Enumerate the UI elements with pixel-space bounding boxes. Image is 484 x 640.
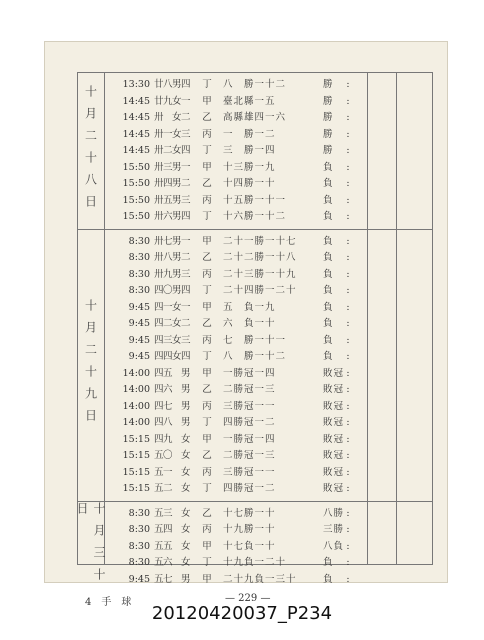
match-number: 四〇男四 [154,285,191,296]
court-label: 乙 [202,384,212,395]
score-separator: : [346,417,350,428]
match-time: 8:30 [128,235,150,247]
score-separator: : [346,384,350,395]
date-label: 十月二十九日 [83,299,98,431]
match-mark: 負 [323,161,334,173]
match-time: 15:50 [122,194,150,206]
match-number: 廿九女一 [154,95,191,107]
match-mark: 負 [323,318,334,329]
schedule-row [78,539,432,556]
score-separator: : [346,433,350,445]
match-time: 14:00 [122,384,150,395]
match-time: 15:50 [122,211,150,222]
match-time: 9:45 [128,301,150,313]
match-time: 13:30 [122,79,150,90]
match-mark: 敗冠 [323,450,345,461]
footer-page-number: — 229 — [225,593,271,604]
match-mark: 敗冠 [323,433,345,445]
match-number: 五〇 女 [154,450,191,461]
score-separator: : [346,318,350,329]
score-separator: : [346,524,350,535]
court-label: 丙 [202,524,212,535]
score-separator: : [346,79,350,90]
schedule-row [78,209,432,226]
match-result: 十七負一十 [223,540,276,552]
score-separator: : [346,145,350,156]
match-result: 五 負一九 [223,301,276,313]
court-label: 丁 [202,79,212,90]
score-separator: : [346,285,350,296]
match-result: 七 勝一十一 [223,334,287,346]
court-label: 乙 [202,450,212,461]
match-result: 一勝冠一四 [223,433,276,445]
match-result: 一勝冠一四 [223,367,276,379]
date-section [75,501,432,593]
date-section [78,73,432,230]
match-result: 六 負一十 [223,318,276,329]
match-mark: 敗冠 [323,367,345,379]
court-label: 丁 [202,351,212,362]
match-time: 9:45 [128,573,150,585]
match-number: 卅三男一 [154,161,191,173]
match-time: 15:50 [122,161,150,173]
match-mark: 勝 [323,128,334,140]
date-label: 十月三十日 [75,501,106,590]
schedule-row [78,448,432,465]
schedule-row [78,234,432,251]
schedule-row [78,94,432,111]
court-label: 丙 [202,334,212,346]
match-number: 四八 男 [154,417,191,428]
match-mark: 勝 [323,79,334,90]
schedule-row [78,127,432,144]
schedule-row [78,250,432,267]
score-separator: : [346,128,350,140]
match-result: 十六勝一十二 [223,211,287,222]
match-result: 十五勝一十一 [223,194,287,206]
match-time: 8:30 [128,285,150,296]
match-result: 三勝冠一一 [223,400,276,412]
match-number: 卅四男二 [154,178,191,189]
match-time: 14:45 [122,112,150,123]
court-label: 丙 [202,268,212,280]
match-number: 五三 女 [154,507,191,519]
court-label: 丙 [202,400,212,412]
match-result: 二十二勝一十八 [223,252,297,263]
schedule-row [78,193,432,210]
match-mark: 三勝 [323,524,345,535]
schedule-row [78,382,432,399]
match-result: 臺北縣一五 [223,95,276,107]
match-number: 五二 女 [154,483,191,494]
match-number: 四二女二 [154,318,191,329]
match-time: 15:15 [122,450,150,461]
match-mark: 勝 [323,112,334,123]
schedule-row [78,176,432,193]
match-mark: 負 [323,252,334,263]
schedule-row [78,572,432,589]
court-label: 乙 [202,112,212,123]
match-time: 15:15 [122,483,150,494]
schedule-row [78,522,432,539]
court-label: 乙 [202,318,212,329]
match-mark: 負 [323,557,334,568]
match-result: 高縣雄四一六 [223,112,287,123]
score-separator: : [346,557,350,568]
match-time: 15:15 [122,466,150,478]
score-separator: : [346,573,350,585]
match-time: 14:00 [122,417,150,428]
match-result: 十四勝一十 [223,178,276,189]
match-result: 十七勝一十 [223,507,276,519]
match-mark: 敗冠 [323,400,345,412]
match-mark: 負 [323,178,334,189]
match-mark: 八負 [323,540,345,552]
court-label: 乙 [202,507,212,519]
court-label: 丁 [202,417,212,428]
match-number: 四四女四 [154,351,191,362]
date-label: 十月二十八日 [83,84,98,217]
schedule-row [78,143,432,160]
match-number: 五五 女 [154,540,191,552]
match-number: 卅五男三 [154,194,191,206]
match-result: 二勝冠一三 [223,450,276,461]
score-separator: : [346,178,350,189]
schedule-row [78,110,432,127]
match-time: 8:30 [128,557,150,568]
match-mark: 負 [323,211,334,222]
schedule-row [78,481,432,498]
match-number: 五四 女 [154,524,191,535]
court-label: 丙 [202,466,212,478]
match-number: 五七 男 [154,573,191,585]
match-mark: 負 [323,573,334,585]
match-mark: 負 [323,351,334,362]
match-time: 8:30 [128,252,150,263]
match-mark: 敗冠 [323,384,345,395]
court-label: 乙 [202,252,212,263]
match-mark: 負 [323,194,334,206]
match-number: 四六 男 [154,384,191,395]
match-time: 8:30 [128,524,150,535]
schedule-row [78,283,432,300]
court-label: 甲 [202,433,212,445]
schedule-row [78,465,432,482]
match-mark: 負 [323,235,334,247]
schedule-row [78,267,432,284]
match-number: 四七 男 [154,400,191,412]
match-number: 四三女三 [154,334,191,346]
match-result: 四勝冠一二 [223,483,276,494]
court-label: 丁 [202,285,212,296]
match-time: 9:45 [128,334,150,346]
match-time: 14:00 [122,367,150,379]
court-label: 丁 [202,483,212,494]
score-separator: : [346,194,350,206]
match-mark: 敗冠 [323,483,345,494]
match-number: 四五 男 [154,367,191,379]
match-number: 廿八男四 [154,79,191,90]
footer-page-label: 4 手 球 [85,597,132,608]
score-separator: : [346,400,350,412]
schedule-row [78,506,432,523]
match-result: 二十四勝一二十 [223,285,297,296]
match-result: 四勝冠一二 [223,417,276,428]
match-result: 二十九負一三十 [223,573,297,585]
schedule-row [78,77,432,94]
schedule-row [78,300,432,317]
match-result: 十九勝一十 [223,524,276,535]
page [44,41,448,608]
match-result: 二十三勝一十九 [223,268,297,280]
score-separator: : [346,252,350,263]
match-mark: 八勝 [323,507,345,519]
match-number: 卅一女三 [154,128,191,140]
match-time: 14:45 [122,128,150,140]
match-mark: 負 [323,334,334,346]
court-label: 甲 [202,301,212,313]
match-number: 卅八男二 [154,252,191,263]
court-label: 甲 [202,540,212,552]
score-separator: : [346,211,350,222]
match-result: 三 勝一四 [223,145,276,156]
match-mark: 負 [323,301,334,313]
court-label: 甲 [202,367,212,379]
schedule-row [78,316,432,333]
match-time: 15:50 [122,178,150,189]
score-separator: : [346,112,350,123]
match-time: 14:45 [122,145,150,156]
match-result: 八 勝一十二 [223,351,287,362]
match-mark: 負 [323,285,334,296]
match-mark: 勝 [323,145,334,156]
schedule-row [78,432,432,449]
court-label: 甲 [202,235,212,247]
match-number: 五一 女 [154,466,191,478]
court-label: 丙 [202,194,212,206]
schedule-row [78,415,432,432]
match-mark: 敗冠 [323,466,345,478]
match-number: 卅六男四 [154,211,191,222]
score-separator: : [346,334,350,346]
match-time: 8:30 [128,540,150,552]
match-time: 8:30 [128,507,150,519]
schedule-row [78,399,432,416]
schedule-row [78,349,432,366]
court-label: 乙 [202,178,212,189]
court-label: 丙 [202,128,212,140]
match-number: 卅 女二 [154,112,191,123]
match-time: 14:00 [122,400,150,412]
match-number: 四九 女 [154,433,191,445]
match-number: 五六 女 [154,557,191,568]
match-result: 八 勝一十二 [223,79,287,90]
match-time: 9:45 [128,318,150,329]
schedule-row [78,333,432,350]
score-separator: : [346,268,350,280]
match-result: 二十一勝一十七 [223,235,297,247]
court-label: 甲 [202,161,212,173]
score-separator: : [346,483,350,494]
score-separator: : [346,235,350,247]
match-result: 一 勝一二 [223,128,276,140]
match-result: 十九負一二十 [223,557,287,568]
match-result: 十三勝一九 [223,161,276,173]
image-caption: 20120420037_P234 [151,603,333,624]
match-time: 9:45 [128,351,150,362]
match-mark: 勝 [323,95,334,107]
score-separator: : [346,367,350,379]
schedule-row [78,555,432,572]
match-number: 四一女一 [154,301,191,313]
score-separator: : [346,466,350,478]
match-result: 三勝冠一一 [223,466,276,478]
score-separator: : [346,450,350,461]
schedule-row [78,366,432,383]
court-label: 甲 [202,95,212,107]
score-separator: : [346,95,350,107]
match-number: 卅七男一 [154,235,191,247]
score-separator: : [346,161,350,173]
match-time: 15:15 [122,433,150,445]
court-label: 甲 [202,573,212,585]
court-label: 丁 [202,557,212,568]
match-mark: 敗冠 [323,417,345,428]
match-number: 卅九男三 [154,268,191,280]
score-separator: : [346,301,350,313]
match-time: 8:30 [128,268,150,280]
match-time: 14:45 [122,95,150,107]
schedule-row [78,160,432,177]
court-label: 丁 [202,211,212,222]
score-separator: : [346,507,350,519]
match-mark: 負 [323,268,334,280]
date-section [78,230,432,502]
match-number: 卅二女四 [154,145,191,156]
score-separator: : [346,351,350,362]
score-separator: : [346,540,350,552]
court-label: 丁 [202,145,212,156]
match-result: 二勝冠一三 [223,384,276,395]
schedule-table [75,72,433,590]
